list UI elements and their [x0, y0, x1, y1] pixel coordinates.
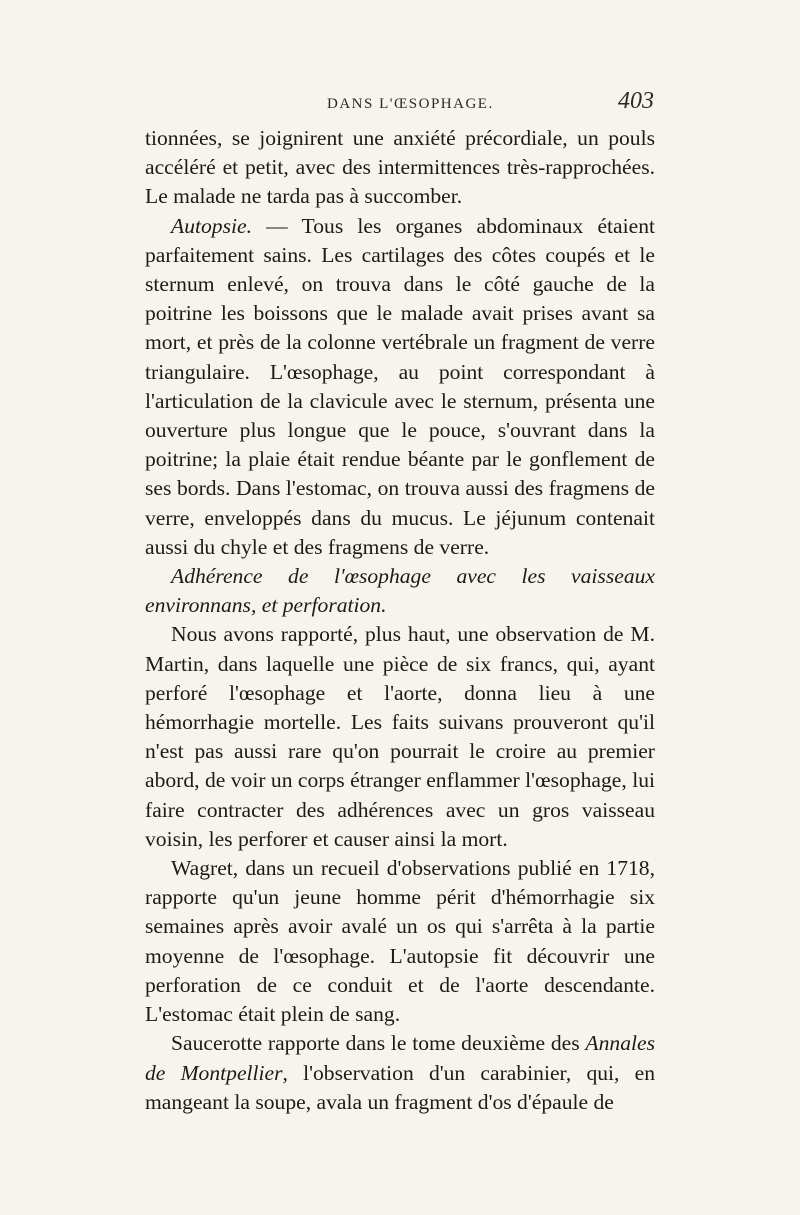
journal-title: Annales de Montpellier [145, 1031, 655, 1085]
page-number: 403 [618, 88, 654, 114]
saucerotte-text-end: , l'observation d'un carabinier, qui, en mangeant la soupe, avala un fragment d'os d'épaule de [145, 1060, 656, 1114]
paragraph-saucerotte [145, 1029, 655, 1117]
saucerotte-text-start: Saucerotte rapporte dans le tome deuxième des [171, 1031, 586, 1056]
autopsie-text: — Tous les organes abdominaux étaient parfaitement sains. Les cartilages des côtes coupés et le sternum enlevé, on trouva dans le côté gauche de la poitrine les boissons que le malade avait prises avant sa mort, et près de la colonne vertébrale un fragment de verre triangulaire. L'œsophage, au point correspondant à l'articulation de la clavicule avec le sternum, présenta une ouverture plus longue que le pouce, s'ouvrant dans la poitrine; la plaie était rendue béante par le gonflement de ses bords. Dans l'estomac, on trouva aussi des fragmens de verre, enveloppés dans du mucus. Le jéjunum contenait aussi du chyle et des fragmens de verre. [145, 213, 655, 559]
running-title: DANS L'ŒSOPHAGE. [327, 96, 494, 112]
section-heading: Adhérence de l'œsophage avec les vaisseaux environnans, et perforation. [145, 564, 655, 618]
body-text [145, 124, 655, 1117]
paragraph-continuation: tionnées, se joignirent une anxiété précordiale, un pouls accéléré et petit, avec des intermittences très-rapprochées. Le malade ne tarda pas à succomber. [145, 126, 655, 209]
paragraph-autopsie [145, 212, 655, 562]
running-head [0, 88, 800, 124]
paragraph-martin: Nous avons rapporté, plus haut, une observation de M. Martin, dans laquelle une pièce de six francs, qui, ayant perforé l'œsophage et l'aorte, donna lieu à une hémorrhagie mortelle. Les faits suivans prouveront qu'il n'est pas aussi rare qu'on pourrait le croire au premier abord, de voir un corps étranger enflammer l'œsophage, lui faire contracter des adhérences avec un gros vaisseau voisin, les perforer et causer ainsi la mort. [145, 622, 655, 851]
autopsie-label: Autopsie. [171, 213, 252, 238]
paragraph-wagret: Wagret, dans un recueil d'observations publié en 1718, rapporte qu'un jeune homme périt d'hémorrhagie six semaines après avoir avalé un os qui s'arrêta à la partie moyenne de l'œsophage. L'autopsie fit découvrir une perforation de ce conduit et de l'aorte descendante. L'estomac était plein de sang. [145, 856, 655, 1027]
